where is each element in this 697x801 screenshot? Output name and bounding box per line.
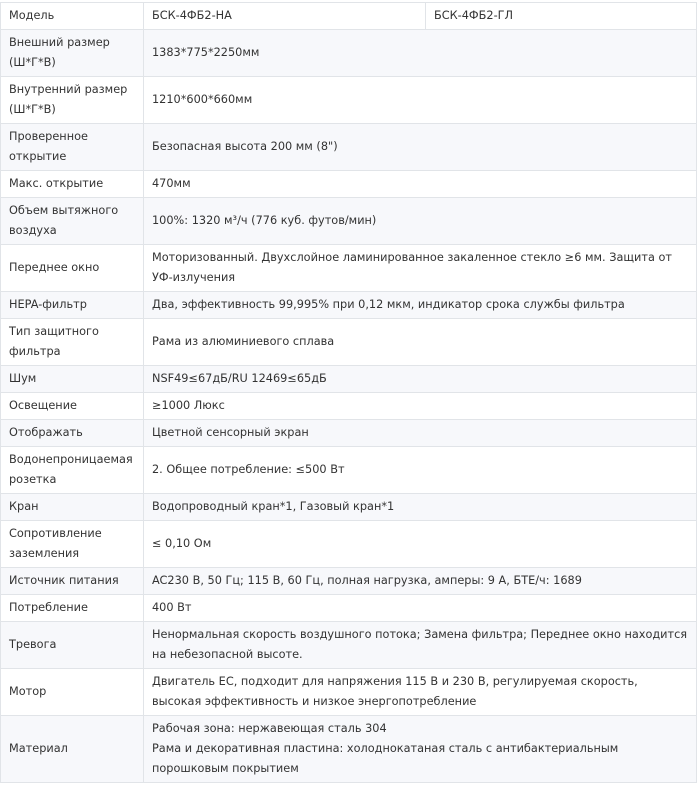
row-value: Ненормальная скорость воздушного потока; Замена фильтра; Переднее окно находится на небезопасной высоте. (144, 622, 697, 669)
row-value: AC230 В, 50 Гц; 115 В, 60 Гц, полная нагрузка, амперы: 9 А, БТЕ/ч: 1689 (144, 568, 697, 595)
row-value: Рама из алюминиевого сплава (144, 319, 697, 366)
row-label: Сопротивление заземления (1, 521, 144, 568)
row-value: 1383*775*2250мм (144, 30, 697, 77)
row-value: 470мм (144, 171, 697, 198)
row-label: Шум (1, 366, 144, 393)
row-value: 100%: 1320 м³/ч (776 куб. футов/мин) (144, 198, 697, 245)
row-value: Цветной сенсорный экран (144, 420, 697, 447)
row-value: 400 Вт (144, 595, 697, 622)
material-line-1: Рабочая зона: нержавеющая сталь 304 (152, 722, 387, 735)
row-value: 1210*600*660мм (144, 77, 697, 124)
row-label: Водонепроницаемая розетка (1, 447, 144, 494)
table-row (1, 198, 697, 245)
table-row (1, 669, 697, 716)
row-label: Тревога (1, 622, 144, 669)
spec-table (0, 2, 697, 783)
table-row (1, 447, 697, 494)
table-row (1, 124, 697, 171)
table-row (1, 77, 697, 124)
row-value: ≤ 0,10 Ом (144, 521, 697, 568)
table-row (1, 494, 697, 521)
row-label: Материал (1, 716, 144, 783)
table-row (1, 171, 697, 198)
row-label: Тип защитного фильтра (1, 319, 144, 366)
row-label: Мотор (1, 669, 144, 716)
table-row (1, 622, 697, 669)
row-label: Переднее окно (1, 245, 144, 292)
table-row (1, 521, 697, 568)
table-row (1, 420, 697, 447)
row-value: 2. Общее потребление: ≤500 Вт (144, 447, 697, 494)
row-label: Проверенное открытие (1, 124, 144, 171)
row-label: Макс. открытие (1, 171, 144, 198)
row-label: HEPA-фильтр (1, 292, 144, 319)
model-name-2: БСК-4ФБ2-ГЛ (426, 3, 697, 30)
table-row (1, 595, 697, 622)
row-label: Объем вытяжного воздуха (1, 198, 144, 245)
table-row (1, 30, 697, 77)
row-label: Отображать (1, 420, 144, 447)
row-label: Освещение (1, 393, 144, 420)
table-row-material (1, 716, 697, 783)
row-value (144, 716, 697, 783)
table-row (1, 292, 697, 319)
table-row (1, 366, 697, 393)
row-label: Внутренний размер (Ш*Г*В) (1, 77, 144, 124)
table-row-model (1, 3, 697, 30)
row-value: ≥1000 Люкс (144, 393, 697, 420)
row-label: Источник питания (1, 568, 144, 595)
row-label: Потребление (1, 595, 144, 622)
row-value: Моторизованный. Двухслойное ламинированное закаленное стекло ≥6 мм. Защита от УФ-излучения (144, 245, 697, 292)
row-value: NSF49≤67дБ/RU 12469≤65дБ (144, 366, 697, 393)
model-name-1: БСК-4ФБ2-НА (144, 3, 426, 30)
table-row (1, 568, 697, 595)
row-value: Безопасная высота 200 мм (8") (144, 124, 697, 171)
row-value: Двигатель EC, подходит для напряжения 115 В и 230 В, регулируемая скорость, высокая эффективность и низкое энергопотребление (144, 669, 697, 716)
table-row (1, 245, 697, 292)
material-line-2: Рама и декоративная пластина: холоднокатаная сталь с антибактериальным порошковым покрытием (152, 742, 619, 775)
row-value: Два, эффективность 99,995% при 0,12 мкм, индикатор срока службы фильтра (144, 292, 697, 319)
row-value: Водопроводный кран*1, Газовый кран*1 (144, 494, 697, 521)
table-row (1, 393, 697, 420)
row-label: Кран (1, 494, 144, 521)
row-label: Модель (1, 3, 144, 30)
table-row (1, 319, 697, 366)
row-label: Внешний размер (Ш*Г*В) (1, 30, 144, 77)
